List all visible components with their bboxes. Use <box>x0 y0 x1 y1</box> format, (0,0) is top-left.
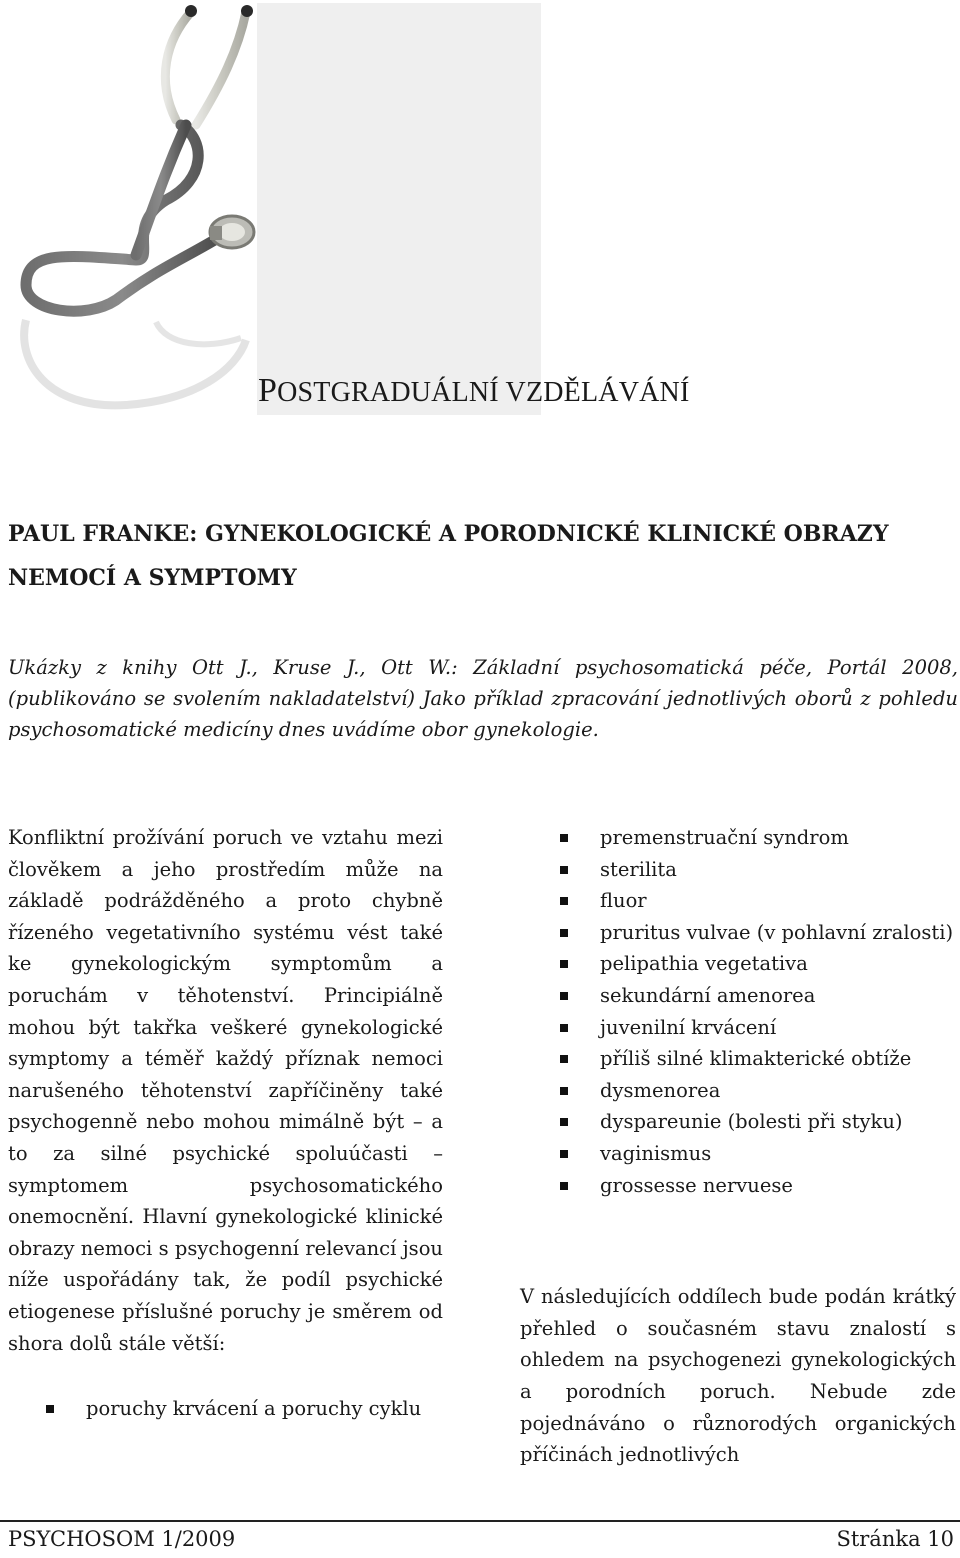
list-item <box>520 822 956 854</box>
list-item-text: pelipathia vegetativa <box>600 952 808 976</box>
right-paragraph: V následujících oddílech bude podán krátký přehled o současném stavu znalostí s ohledem na psychogenezi gynekologických a porodních poruch. Nebude zde pojednáváno o různorodých organických příčinách jednotlivých <box>520 1285 956 1467</box>
left-column <box>8 822 443 1425</box>
list-item <box>520 948 956 980</box>
stethoscope-icon <box>6 0 266 420</box>
bullet-square-icon <box>560 834 568 842</box>
article-title: PAUL FRANKE: GYNEKOLOGICKÉ A PORODNICKÉ KLINICKÉ OBRAZY NEMOCÍ A SYMPTOMY <box>8 521 889 591</box>
list-item <box>520 885 956 917</box>
list-item-text: sterilita <box>600 857 677 881</box>
list-item <box>520 1170 956 1202</box>
bullet-square-icon <box>560 1182 568 1190</box>
bullet-square-icon <box>560 1087 568 1095</box>
bullet-square-icon <box>560 866 568 874</box>
list-item-text: premenstruační syndrom <box>600 826 849 849</box>
list-item-text: grossesse nervuese <box>600 1173 793 1197</box>
right-column <box>520 822 956 1471</box>
list-item <box>520 917 956 949</box>
list-item <box>8 1393 443 1425</box>
list-item-text: příliš silné klimakterické obtíže <box>600 1047 912 1071</box>
list-item <box>520 854 956 886</box>
list-item-text: sekundární amenorea <box>600 983 816 1007</box>
list-item-text: poruchy krvácení a poruchy cyklu <box>86 1397 422 1421</box>
section-title-initial: P <box>258 372 278 409</box>
list-item-text: fluor <box>600 889 647 913</box>
list-item <box>520 1138 956 1170</box>
bullet-square-icon <box>46 1405 54 1413</box>
list-item <box>520 1043 956 1075</box>
list-item-text: pruritus vulvae (v pohlavní zralosti) <box>600 920 954 944</box>
section-title-rest: OSTGRADUÁLNÍ VZDĚLÁVÁNÍ <box>277 377 690 408</box>
bullet-square-icon <box>560 897 568 905</box>
list-item <box>520 1106 956 1138</box>
list-item <box>520 1012 956 1044</box>
left-bullet-list <box>8 1393 443 1425</box>
bullet-square-icon <box>560 929 568 937</box>
bullet-square-icon <box>560 1150 568 1158</box>
article-intro: Ukázky z knihy Ott J., Kruse J., Ott W.: Základní psychosomatická péče, Portál 2008, (publikováno se svolením nakladatelství) Jako příklad zpracování jednotlivých oborů z pohledu psychosomatické medicíny dnes uvádíme obor gynekologie. <box>8 656 958 741</box>
bullet-square-icon <box>560 992 568 1000</box>
footer-journal: PSYCHOSOM 1/2009 <box>8 1527 236 1551</box>
left-paragraph: Konfliktní prožívání poruch ve vztahu mezi člověkem a jeho prostředím může na základě podrážděného a proto chybně řízeného vegetativního systému vést také ke gynekologickým symptomům a poruchám v těhotenství. Principiálně mohou být takřka veškeré gynekologické symptomy a téměř každý příznak nemoci narušeného těhotenství zapříčiněny také psychogenně nebo mohou mimálně být – a to za silné psychické spoluúčasti – symptomem psychosomatického onemocnění. Hlavní gynekologické klinické obrazy nemoci s psychogenní relevancí jsou níže uspořádány tak, že podíl psychické etiogenese příslušné poruchy je směrem od shora dolů stále větší: <box>8 826 443 1355</box>
list-item-text: dyspareunie (bolesti při styku) <box>600 1110 903 1134</box>
list-item <box>520 980 956 1012</box>
header-logo-panel <box>257 3 541 415</box>
bullet-square-icon <box>560 960 568 968</box>
page-footer <box>0 1520 960 1558</box>
bullet-square-icon <box>560 1055 568 1063</box>
bullet-square-icon <box>560 1024 568 1032</box>
list-item-text: dysmenorea <box>600 1078 721 1102</box>
section-title <box>258 372 690 410</box>
list-item-text: juvenilní krvácení <box>600 1015 777 1039</box>
bullet-square-icon <box>560 1118 568 1126</box>
footer-page-number: Stránka 10 <box>836 1527 954 1551</box>
list-item <box>520 1075 956 1107</box>
right-bullet-list <box>520 822 956 1201</box>
list-item-text: vaginismus <box>600 1141 712 1165</box>
